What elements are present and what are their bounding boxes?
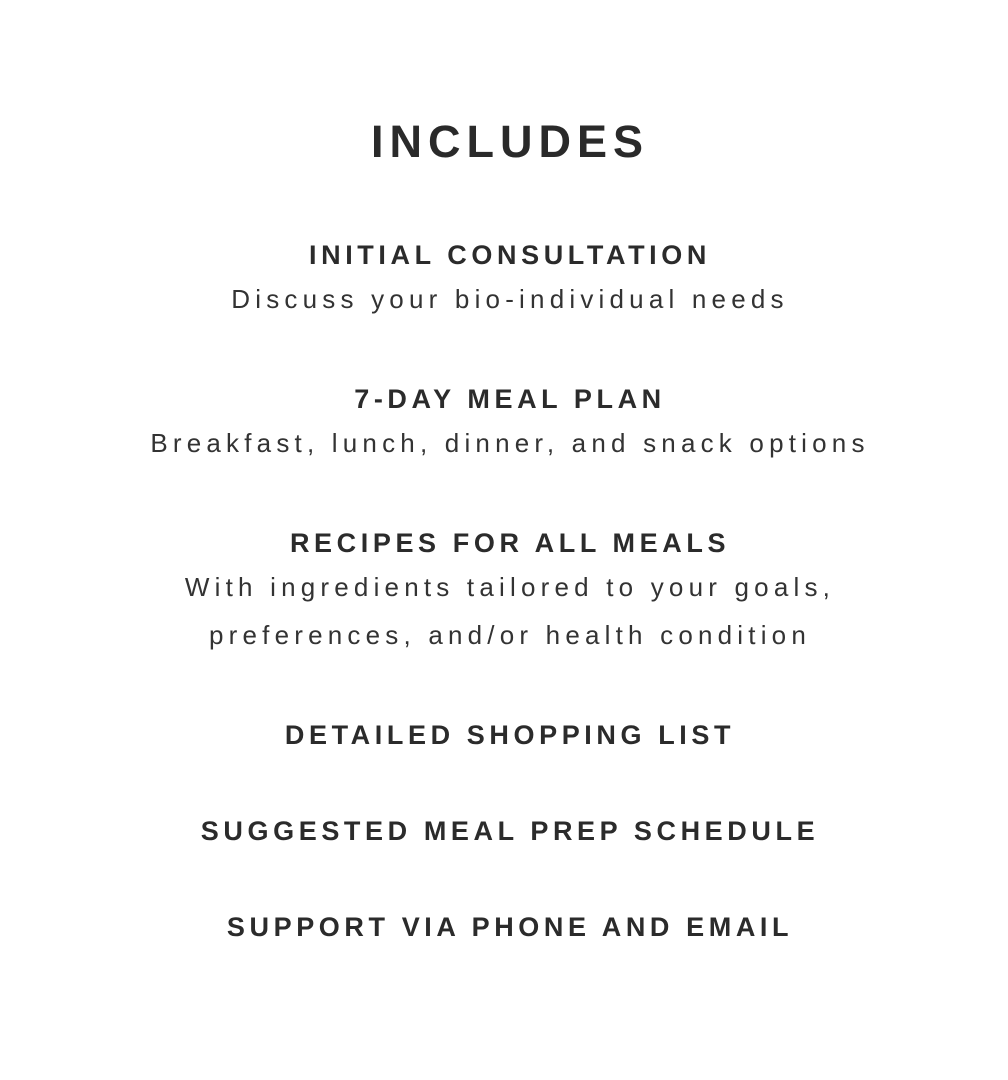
- list-item-meal-plan: [0, 379, 1008, 467]
- list-item-recipes: [0, 523, 1008, 659]
- item-heading: 7-DAY MEAL PLAN: [354, 384, 666, 414]
- item-heading: RECIPES FOR ALL MEALS: [289, 528, 731, 558]
- item-heading: SUPPORT VIA PHONE AND EMAIL: [226, 912, 794, 942]
- list-item-shopping-list: [0, 715, 1008, 755]
- item-description-line-2: preferences, and/or health condition: [208, 620, 812, 650]
- item-heading: INITIAL CONSULTATION: [309, 240, 711, 270]
- list-item-meal-prep-schedule: [0, 811, 1008, 851]
- list-item-support: [0, 907, 1008, 947]
- item-description: Breakfast, lunch, dinner, and snack options: [150, 428, 870, 458]
- list-item-initial-consultation: [0, 235, 1008, 323]
- item-heading: SUGGESTED MEAL PREP SCHEDULE: [200, 816, 820, 846]
- item-description-line-1: With ingredients tailored to your goals,: [184, 572, 836, 602]
- page-title: INCLUDES: [370, 116, 649, 167]
- item-heading: DETAILED SHOPPING LIST: [284, 720, 736, 750]
- item-description: Discuss your bio-individual needs: [231, 284, 789, 314]
